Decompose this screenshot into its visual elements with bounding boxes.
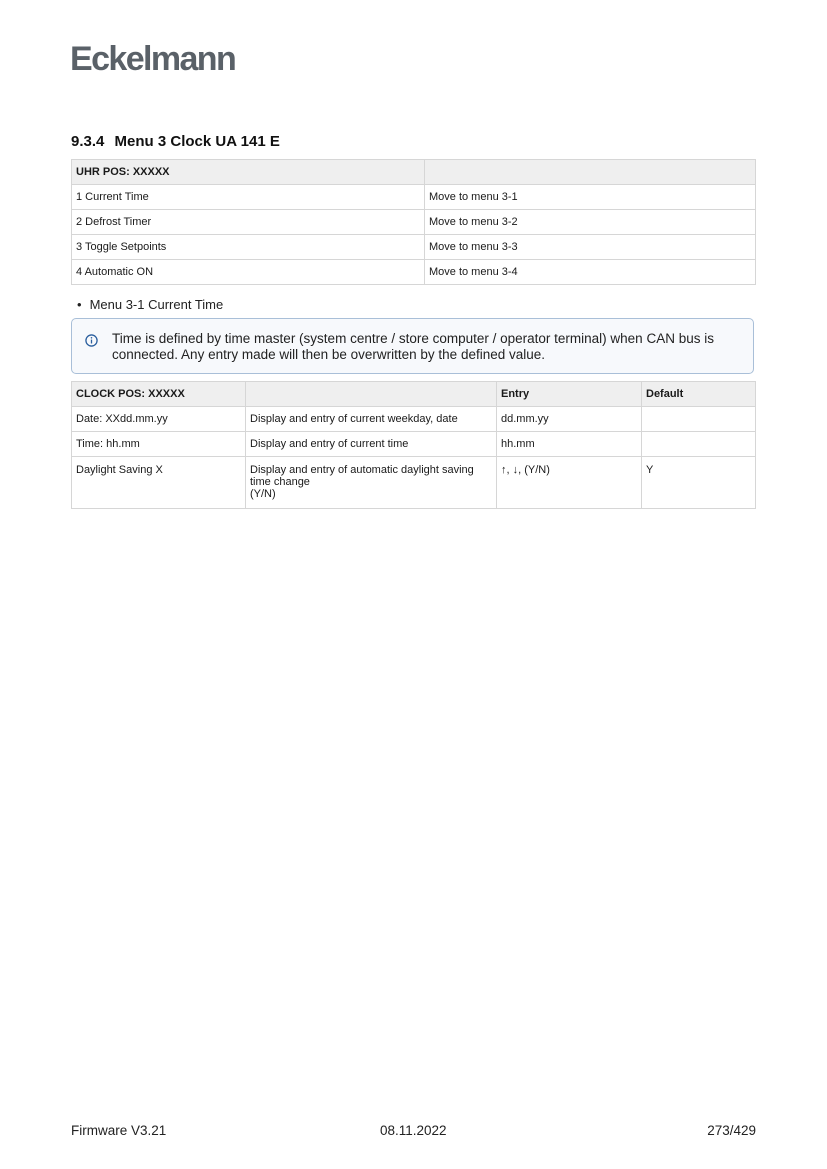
- table-header-cell: Entry: [497, 382, 642, 407]
- table-cell: hh.mm: [497, 432, 642, 457]
- table-row: [72, 210, 756, 235]
- eckelmann-logo: Eckelmann: [70, 40, 236, 78]
- footer-page-number: 273/429: [707, 1123, 756, 1138]
- table-header-cell: Default: [642, 382, 756, 407]
- cell-text-extra: (Y/N): [250, 488, 276, 500]
- table-cell: Y: [642, 457, 756, 509]
- footer-firmware: Firmware V3.21: [71, 1123, 167, 1138]
- table-row: [72, 457, 756, 509]
- info-note: [71, 318, 754, 374]
- table-cell: 2 Defrost Timer: [72, 210, 425, 235]
- clock-table: [71, 381, 756, 509]
- table-cell: [642, 432, 756, 457]
- bullet-symbol: •: [77, 297, 82, 312]
- section-number: 9.3.4: [71, 133, 105, 150]
- table-row: [72, 260, 756, 285]
- table-cell: 3 Toggle Setpoints: [72, 235, 425, 260]
- section-title: Menu 3 Clock UA 141 E: [114, 133, 280, 150]
- table-cell: Move to menu 3-2: [425, 210, 756, 235]
- table-row: [72, 185, 756, 210]
- table-header-row: [72, 382, 756, 407]
- table-cell: Display and entry of current time: [246, 432, 497, 457]
- table-cell: dd.mm.yy: [497, 407, 642, 432]
- table-row: [72, 235, 756, 260]
- table-header-row: [72, 160, 756, 185]
- table-cell: [642, 407, 756, 432]
- table-cell: Daylight Saving X: [72, 457, 246, 509]
- menu-table: [71, 159, 756, 285]
- footer-date: 08.11.2022: [380, 1123, 447, 1138]
- bullet-item: [77, 297, 223, 312]
- table-cell: Move to menu 3-1: [425, 185, 756, 210]
- table-header-cell: [425, 160, 756, 185]
- table-cell: Move to menu 3-4: [425, 260, 756, 285]
- table-cell: Move to menu 3-3: [425, 235, 756, 260]
- table-cell: ↑, ↓, (Y/N): [497, 457, 642, 509]
- table-header-cell: CLOCK POS: XXXXX: [72, 382, 246, 407]
- table-cell: 1 Current Time: [72, 185, 425, 210]
- bullet-text: Menu 3-1 Current Time: [89, 297, 224, 312]
- table-cell: Time: hh.mm: [72, 432, 246, 457]
- section-heading: [71, 133, 280, 150]
- table-cell: Date: XXdd.mm.yy: [72, 407, 246, 432]
- table-cell: Display and entry of current weekday, date: [246, 407, 497, 432]
- table-row: [72, 407, 756, 432]
- info-icon: [85, 334, 98, 347]
- note-text: Time is defined by time master (system centre / store computer / operator terminal) when CAN bus is connected. Any entry made will then be overwritten by the defined value.: [112, 331, 714, 362]
- table-row: [72, 432, 756, 457]
- table-cell: [246, 457, 497, 509]
- table-header-cell: UHR POS: XXXXX: [72, 160, 425, 185]
- table-cell: 4 Automatic ON: [72, 260, 425, 285]
- table-header-cell: [246, 382, 497, 407]
- cell-text: Display and entry of automatic daylight saving time change: [250, 464, 474, 488]
